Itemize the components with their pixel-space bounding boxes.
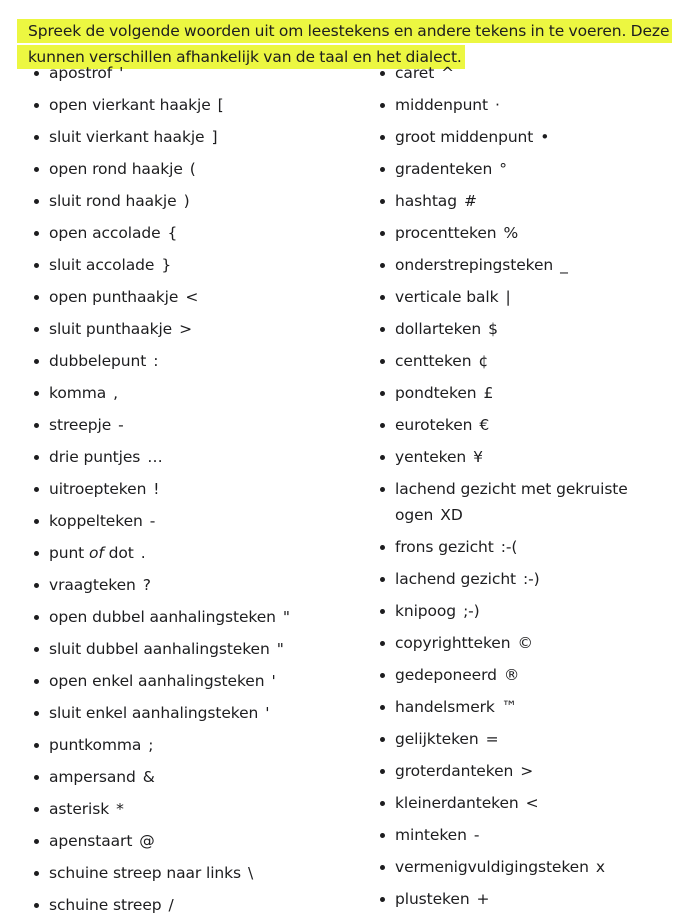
item-symbol: /	[168, 896, 174, 914]
item-label: euroteken	[395, 416, 473, 434]
item-label: open punthaakje	[49, 288, 179, 306]
list-item	[32, 636, 352, 662]
right-symbol-list	[378, 60, 678, 918]
item-symbol: @	[139, 832, 155, 850]
item-symbol: ;-)	[463, 602, 480, 620]
list-item	[32, 188, 352, 214]
item-label: sluit accolade	[49, 256, 155, 274]
item-label: open rond haakje	[49, 160, 183, 178]
item-symbol: £	[483, 384, 494, 402]
item-symbol: ^	[441, 64, 455, 82]
list-item	[378, 630, 678, 656]
item-symbol: (	[189, 160, 196, 178]
item-label: apenstaart	[49, 832, 133, 850]
item-label: dot	[108, 544, 134, 562]
item-symbol: -	[473, 826, 480, 844]
list-item	[32, 604, 352, 630]
list-item	[378, 188, 678, 214]
item-symbol: ™	[501, 698, 518, 716]
item-symbol: …	[147, 448, 163, 466]
item-symbol: "	[282, 608, 290, 626]
list-item	[32, 572, 352, 598]
list-item	[32, 316, 352, 342]
item-symbol: ®	[503, 666, 520, 684]
item-label: apostrof	[49, 64, 113, 82]
list-item	[378, 284, 678, 310]
list-item	[378, 694, 678, 720]
item-symbol: =	[485, 730, 499, 748]
item-label: schuine streep	[49, 896, 162, 914]
item-label: asterisk	[49, 800, 110, 818]
item-symbol: [	[217, 96, 224, 114]
item-label: lachend gezicht	[395, 570, 517, 588]
item-label: lachend gezicht met gekruiste ogen	[395, 480, 628, 524]
item-label: sluit rond haakje	[49, 192, 177, 210]
list-item	[32, 444, 352, 470]
item-label: sluit enkel aanhalingsteken	[49, 704, 259, 722]
list-item	[378, 92, 678, 118]
item-symbol: )	[183, 192, 190, 210]
item-symbol: <	[525, 794, 539, 812]
list-item	[378, 598, 678, 624]
item-symbol: .	[140, 544, 146, 562]
list-item	[32, 412, 352, 438]
item-label: yenteken	[395, 448, 467, 466]
intro-highlight: Spreek de volgende woorden uit om leestekens en andere tekens in te voeren. Deze kunnen verschillen afhankelijk van de taal en het dialect.	[17, 19, 672, 69]
item-label: knipoog	[395, 602, 457, 620]
item-symbol: :-)	[523, 570, 540, 588]
list-item	[378, 662, 678, 688]
item-label: pondteken	[395, 384, 477, 402]
item-symbol: '	[271, 672, 276, 690]
item-symbol: *	[116, 800, 124, 818]
list-item	[32, 476, 352, 502]
list-item	[32, 860, 352, 886]
item-label-emphasis: of	[89, 544, 104, 562]
item-label: groterdanteken	[395, 762, 514, 780]
item-label: koppelteken	[49, 512, 143, 530]
left-symbol-list	[32, 60, 352, 924]
list-item	[378, 156, 678, 182]
item-label: caret	[395, 64, 435, 82]
list-item	[378, 790, 678, 816]
item-symbol: "	[276, 640, 284, 658]
item-symbol: #	[463, 192, 477, 210]
list-item	[32, 764, 352, 790]
item-label: copyrightteken	[395, 634, 511, 652]
item-symbol: <	[185, 288, 199, 306]
item-symbol: '	[265, 704, 270, 722]
item-label: kleinerdanteken	[395, 794, 519, 812]
list-item	[378, 822, 678, 848]
list-item	[378, 124, 678, 150]
item-label: sluit vierkant haakje	[49, 128, 205, 146]
list-item	[32, 156, 352, 182]
item-label: onderstrepingsteken	[395, 256, 554, 274]
item-label: open vierkant haakje	[49, 96, 211, 114]
item-symbol: -	[149, 512, 156, 530]
item-label: komma	[49, 384, 107, 402]
item-label: vermenigvuldigingsteken	[395, 858, 589, 876]
item-label: verticale balk	[395, 288, 499, 306]
item-symbol: +	[476, 890, 490, 908]
item-label: open accolade	[49, 224, 161, 242]
item-label: dollarteken	[395, 320, 482, 338]
list-item	[32, 796, 352, 822]
item-symbol: {	[167, 224, 178, 242]
list-item	[32, 92, 352, 118]
item-label: punt	[49, 544, 85, 562]
item-symbol: XD	[440, 506, 463, 524]
item-symbol: ·	[495, 96, 500, 114]
item-symbol: ;	[148, 736, 154, 754]
item-label: open dubbel aanhalingsteken	[49, 608, 276, 626]
list-item	[32, 380, 352, 406]
list-item	[32, 348, 352, 374]
item-label: gelijkteken	[395, 730, 479, 748]
item-symbol: -	[118, 416, 124, 434]
list-item	[32, 700, 352, 726]
item-symbol: &	[142, 768, 155, 786]
item-symbol: \	[247, 864, 254, 882]
list-item	[32, 540, 352, 566]
list-item	[378, 380, 678, 406]
list-item	[32, 284, 352, 310]
item-symbol: ]	[211, 128, 218, 146]
item-symbol: €	[479, 416, 490, 434]
item-label: drie puntjes	[49, 448, 141, 466]
item-label: hashtag	[395, 192, 457, 210]
item-symbol: :-(	[500, 538, 518, 556]
item-label: uitroepteken	[49, 480, 147, 498]
item-symbol: >	[520, 762, 534, 780]
item-label: gradenteken	[395, 160, 493, 178]
item-label: dubbelepunt	[49, 352, 147, 370]
list-item	[378, 60, 678, 86]
item-symbol: _	[560, 256, 568, 274]
item-symbol: •	[540, 128, 550, 146]
list-item	[32, 668, 352, 694]
item-label: middenpunt	[395, 96, 489, 114]
list-item	[32, 60, 352, 86]
item-symbol: !	[153, 480, 160, 498]
item-symbol: |	[505, 288, 511, 306]
list-item	[32, 252, 352, 278]
list-item	[378, 854, 678, 880]
item-label: streepje	[49, 416, 112, 434]
item-symbol: ,	[113, 384, 118, 402]
list-item	[378, 412, 678, 438]
item-label: centteken	[395, 352, 472, 370]
item-symbol: '	[119, 64, 124, 82]
item-label: groot middenpunt	[395, 128, 534, 146]
item-label: minteken	[395, 826, 467, 844]
list-item	[378, 220, 678, 246]
item-symbol: °	[499, 160, 507, 178]
item-symbol: ¥	[473, 448, 483, 466]
item-symbol: %	[503, 224, 519, 242]
list-item	[32, 732, 352, 758]
item-symbol: $	[488, 320, 498, 338]
item-symbol: ©	[517, 634, 533, 652]
item-label: vraagteken	[49, 576, 136, 594]
list-item	[32, 508, 352, 534]
list-item	[378, 566, 678, 592]
list-item	[378, 444, 678, 470]
item-label: schuine streep naar links	[49, 864, 241, 882]
list-item	[378, 316, 678, 342]
item-label: ampersand	[49, 768, 136, 786]
item-symbol: x	[595, 858, 605, 876]
list-item	[378, 758, 678, 784]
item-label: puntkomma	[49, 736, 142, 754]
item-symbol: ?	[142, 576, 151, 594]
list-item	[32, 220, 352, 246]
item-symbol: }	[161, 256, 172, 274]
item-label: open enkel aanhalingsteken	[49, 672, 265, 690]
item-symbol: ¢	[478, 352, 489, 370]
list-item	[32, 828, 352, 854]
item-label: handelsmerk	[395, 698, 495, 716]
item-symbol: >	[179, 320, 193, 338]
item-label: gedeponeerd	[395, 666, 497, 684]
list-item	[378, 252, 678, 278]
list-item	[378, 476, 678, 528]
list-item	[32, 892, 352, 918]
list-item	[378, 726, 678, 752]
item-label: procentteken	[395, 224, 497, 242]
item-label: plusteken	[395, 890, 470, 908]
item-label: frons gezicht	[395, 538, 494, 556]
list-item	[378, 886, 678, 912]
item-label: sluit dubbel aanhalingsteken	[49, 640, 270, 658]
item-label: sluit punthaakje	[49, 320, 173, 338]
list-item	[378, 348, 678, 374]
list-item	[378, 534, 678, 560]
list-item	[32, 124, 352, 150]
item-symbol: :	[153, 352, 159, 370]
